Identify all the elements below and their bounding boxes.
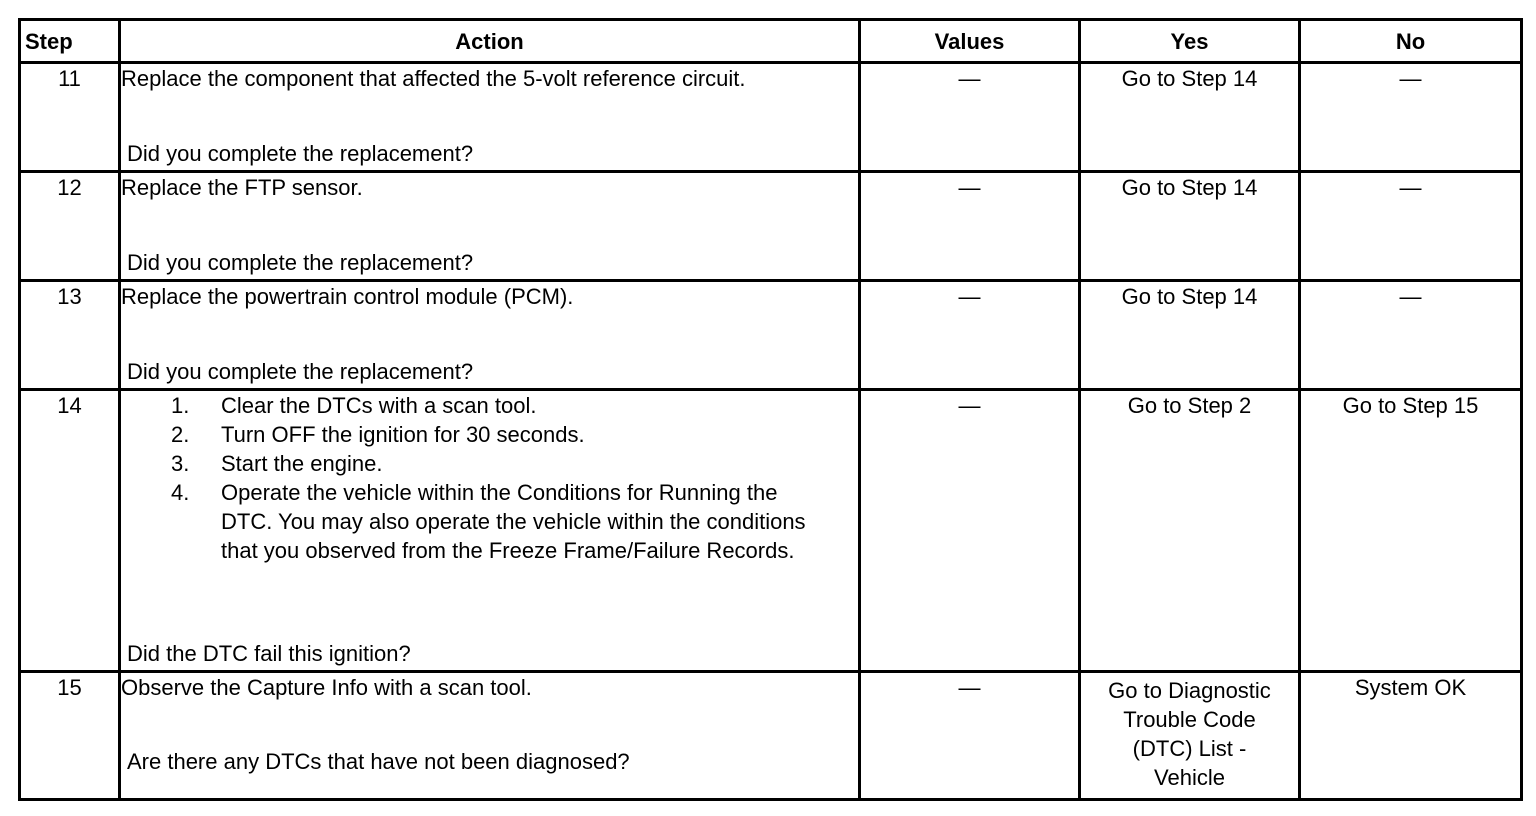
values-cell: — [860, 172, 1080, 281]
yes-cell: Go to Step 14 [1080, 172, 1300, 281]
no-cell: Go to Step 15 [1300, 390, 1522, 672]
step-number: 12 [20, 172, 120, 281]
action-question: Are there any DTCs that have not been diagnosed? [127, 749, 630, 774]
action-question: Did you complete the replacement? [127, 359, 474, 384]
step-number: 13 [20, 281, 120, 390]
no-cell: — [1300, 63, 1522, 172]
list-item [121, 391, 858, 420]
step-number: 11 [20, 63, 120, 172]
action-question: Did you complete the replacement? [127, 250, 474, 275]
list-item [121, 420, 858, 449]
no-cell: System OK [1300, 672, 1522, 800]
action-instruction: Replace the powertrain control module (PCM). [121, 284, 574, 309]
values-cell: — [860, 390, 1080, 672]
list-item-number: 4. [171, 480, 190, 505]
table-row [20, 172, 1522, 281]
action-instruction: Replace the component that affected the 5-volt reference circuit. [121, 66, 746, 91]
step-number: 14 [20, 390, 120, 672]
action-cell [120, 390, 860, 672]
column-header-no: No [1300, 20, 1522, 63]
action-instruction: Observe the Capture Info with a scan tool. [121, 675, 532, 700]
action-question: Did the DTC fail this ignition? [127, 641, 411, 666]
yes-cell: Go to Step 2 [1080, 390, 1300, 672]
step-number: 15 [20, 672, 120, 800]
column-header-step: Step [20, 20, 120, 63]
action-instruction: Replace the FTP sensor. [121, 175, 363, 200]
yes-cell: Go to Step 14 [1080, 281, 1300, 390]
table-row [20, 390, 1522, 672]
action-cell [120, 672, 860, 800]
column-header-values: Values [860, 20, 1080, 63]
no-cell: — [1300, 281, 1522, 390]
yes-link-text: Go to Diagnostic Trouble Code (DTC) List - Vehicle [1108, 678, 1271, 790]
action-step-list [121, 391, 858, 565]
action-cell [120, 172, 860, 281]
table-row [20, 63, 1522, 172]
values-cell: — [860, 63, 1080, 172]
list-item-number: 1. [171, 393, 190, 418]
list-item-text: Turn OFF the ignition for 30 seconds. [221, 422, 585, 447]
list-item [121, 449, 858, 478]
action-question: Did you complete the replacement? [127, 141, 474, 166]
diagnostic-table [18, 18, 1523, 801]
list-item-text: Clear the DTCs with a scan tool. [221, 393, 537, 418]
table-row [20, 672, 1522, 800]
values-cell: — [860, 281, 1080, 390]
table-header-row [20, 20, 1522, 63]
list-item-number: 3. [171, 451, 190, 476]
list-item-text: Start the engine. [221, 451, 383, 476]
column-header-action: Action [120, 20, 860, 63]
action-cell [120, 281, 860, 390]
no-cell: — [1300, 172, 1522, 281]
yes-cell: Go to Step 14 [1080, 63, 1300, 172]
list-item-text: Operate the vehicle within the Conditions for Running the DTC. You may also operate the vehicle within the conditions that you observed from the Freeze Frame/Failure Records. [221, 480, 806, 563]
column-header-yes: Yes [1080, 20, 1300, 63]
values-cell: — [860, 672, 1080, 800]
table-row [20, 281, 1522, 390]
list-item-number: 2. [171, 422, 190, 447]
yes-cell [1080, 672, 1300, 800]
action-cell [120, 63, 860, 172]
list-item [121, 478, 858, 565]
